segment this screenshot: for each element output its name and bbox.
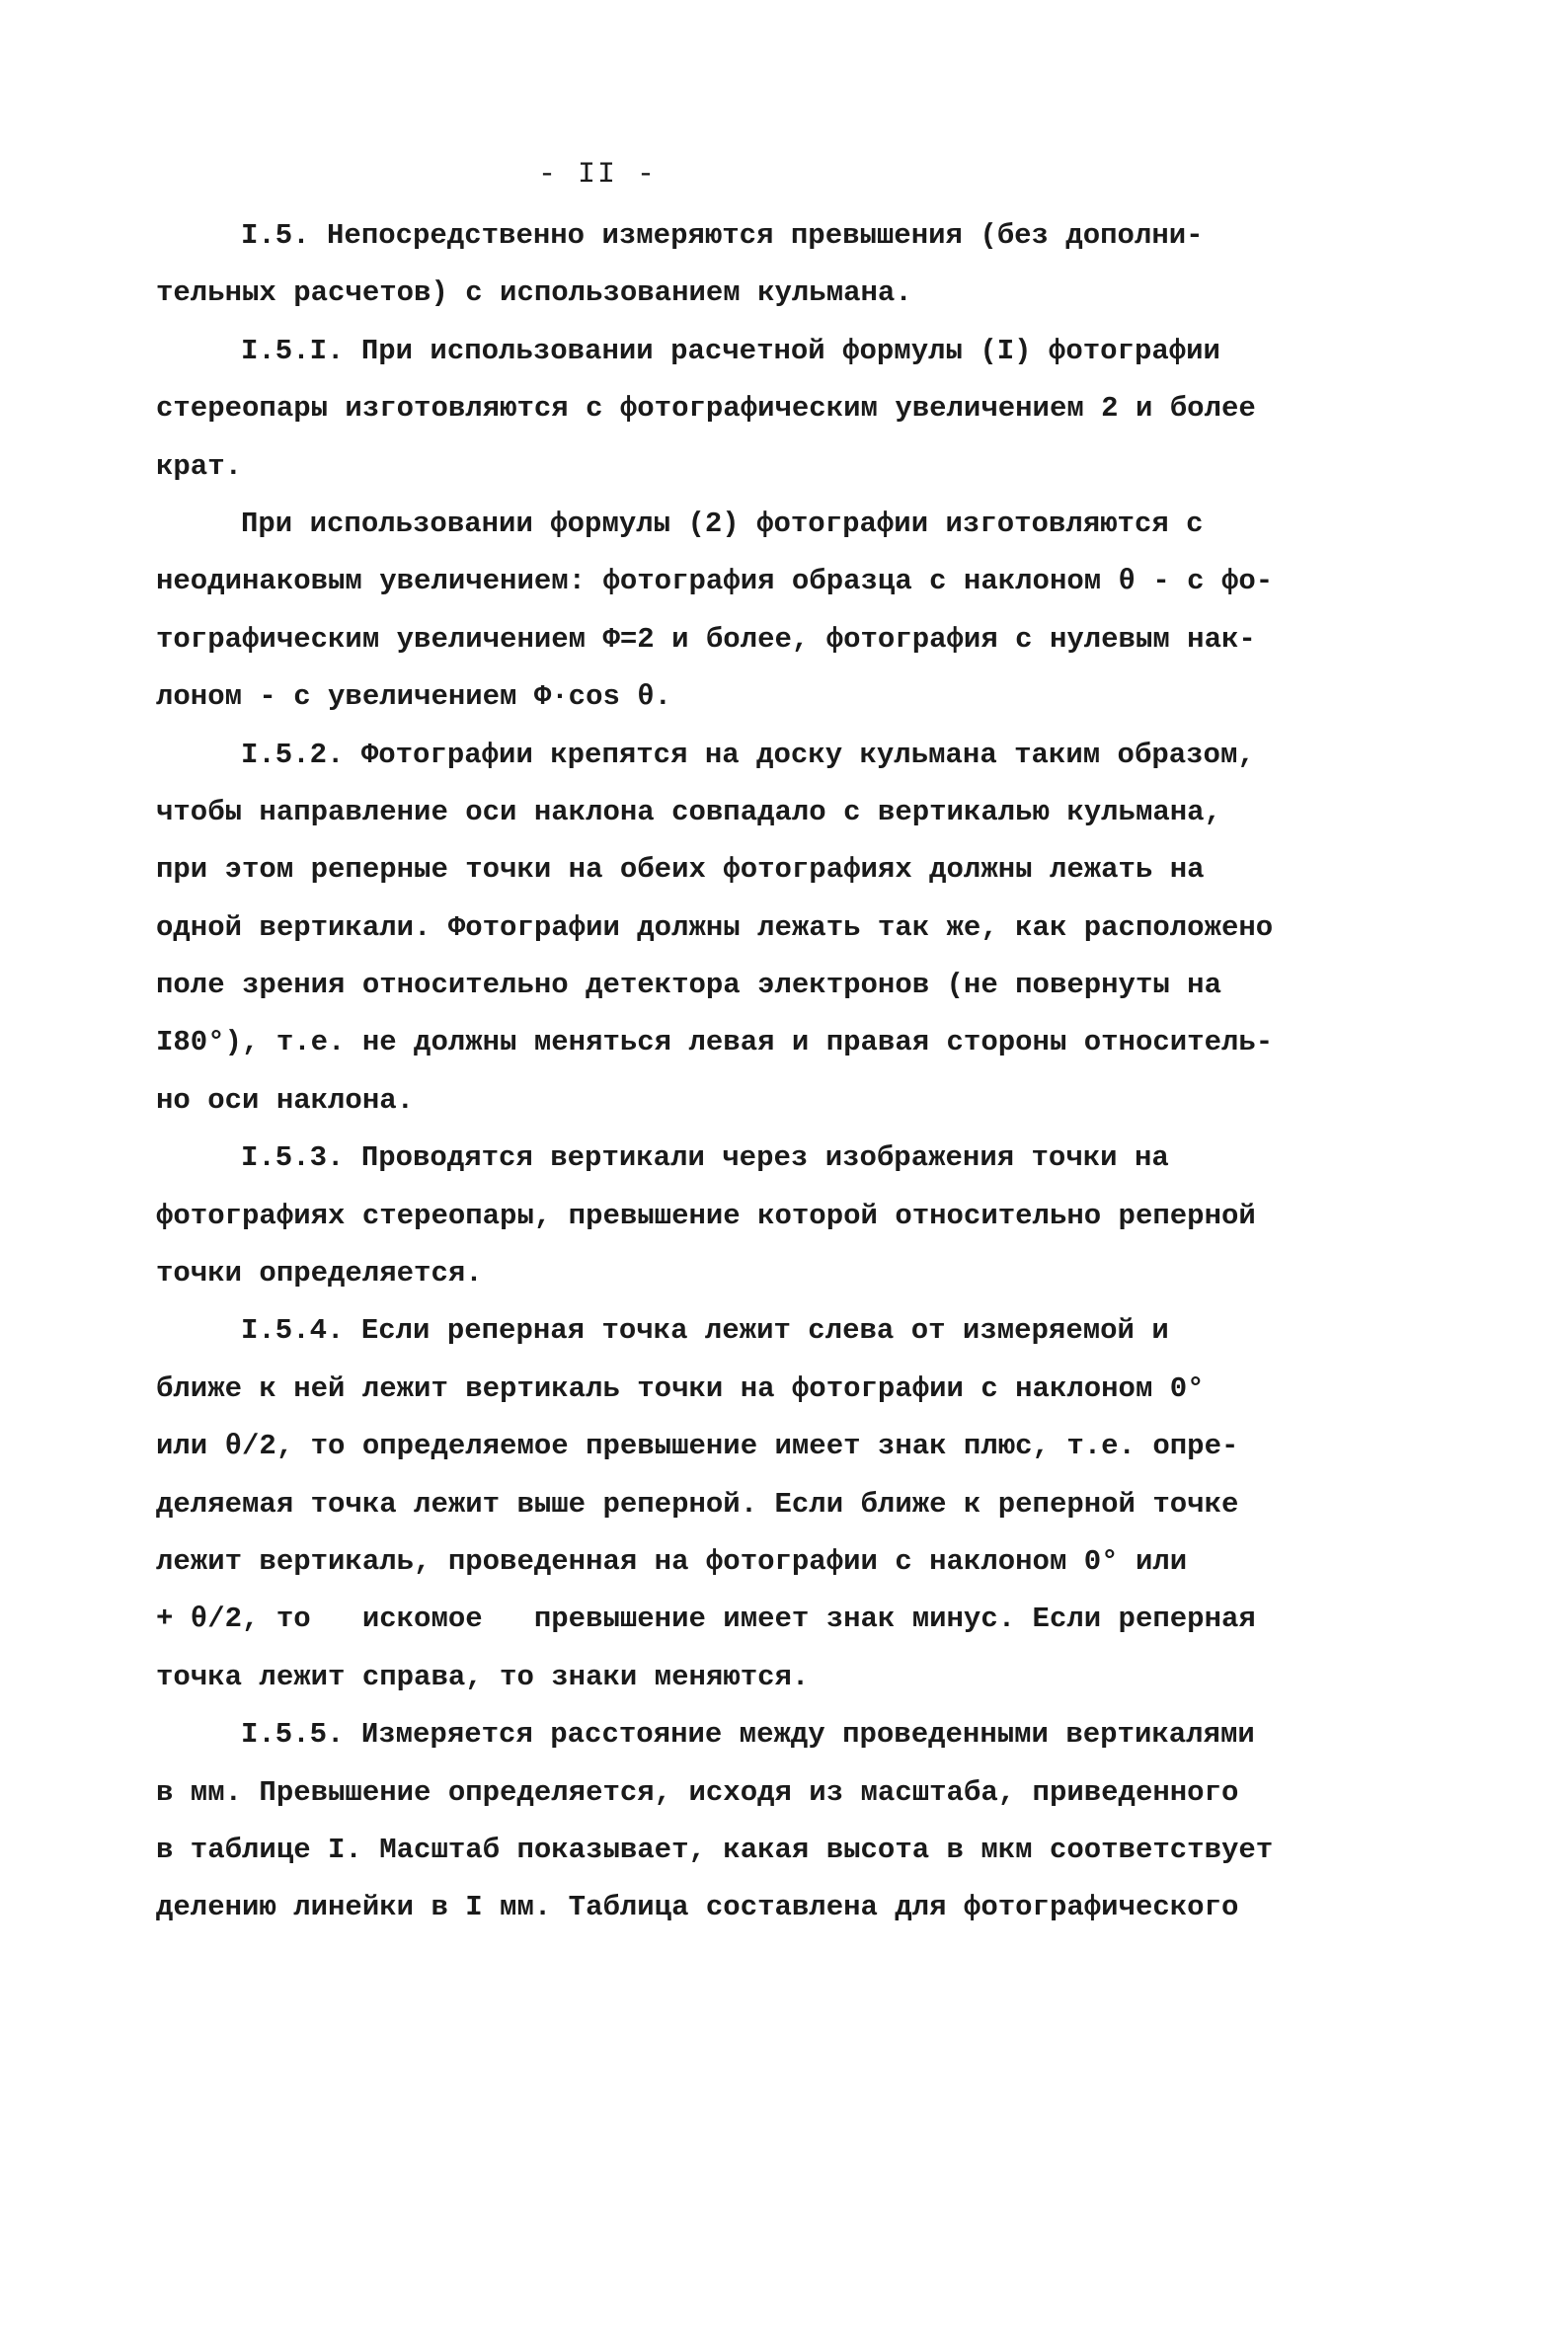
text-line: неодинаковым увеличением: фотография образца с наклоном θ - с фо-	[156, 565, 1274, 598]
body-text	[156, 207, 1311, 1937]
text-line: крат.	[156, 449, 243, 483]
text-line: одной вертикали. Фотографии должны лежать так же, как расположено	[156, 910, 1274, 944]
text-line: чтобы направление оси наклона совпадало с вертикалью кульмана,	[156, 795, 1221, 828]
text-line: делению линейки в I мм. Таблица составлена для фотографического	[156, 1891, 1239, 1924]
text-line: I.5.4. Если реперная точка лежит слева от измеряемой и	[241, 1314, 1169, 1348]
text-line: тографическим увеличением Ф=2 и более, фотография с нулевым нак-	[156, 622, 1256, 656]
text-line: При использовании формулы (2) фотографии изготовляются с	[241, 507, 1204, 540]
page-number: - II -	[537, 158, 658, 192]
text-line: I.5.I. При использовании расчетной формулы (I) фотографии	[241, 334, 1220, 367]
text-line: поле зрения относительно детектора электронов (не повернуты на	[156, 969, 1221, 1002]
text-line: стереопары изготовляются с фотографическим увеличением 2 и более	[156, 392, 1256, 426]
text-line: в мм. Превышение определяется, исходя из масштаба, приведенного	[156, 1775, 1239, 1809]
text-line: но оси наклона.	[156, 1083, 415, 1117]
text-line: тельных расчетов) с использованием кульмана.	[156, 276, 912, 310]
text-line: при этом реперные точки на обеих фотографиях должны лежать на	[156, 853, 1205, 887]
text-line: деляемая точка лежит выше реперной. Если ближе к реперной точке	[156, 1487, 1239, 1521]
text-line: I.5.3. Проводятся вертикали через изображения точки на	[241, 1141, 1169, 1175]
text-line: ближе к ней лежит вертикаль точки на фотографии с наклоном 0°	[156, 1371, 1205, 1405]
text-line: I80°), т.е. не должны меняться левая и правая стороны относитель-	[156, 1026, 1274, 1059]
text-line: точка лежит справа, то знаки меняются.	[156, 1660, 810, 1693]
text-line: лежит вертикаль, проведенная на фотографии с наклоном 0° или	[156, 1544, 1188, 1578]
text-line: в таблице I. Масштаб показывает, какая высота в мкм соответствует	[156, 1833, 1274, 1866]
text-line: или θ/2, то определяемое превышение имеет знак плюс, т.е. опре-	[156, 1430, 1239, 1463]
text-line: лоном - с увеличением Ф·cos θ.	[156, 680, 672, 714]
text-line: I.5. Непосредственно измеряются превышения (без дополни-	[241, 219, 1204, 252]
text-line: точки определяется.	[156, 1257, 483, 1291]
text-line: фотографиях стереопары, превышение которой относительно реперной	[156, 1199, 1256, 1232]
text-line: I.5.2. Фотографии крепятся на доску кульмана таким образом,	[241, 738, 1255, 771]
text-line: I.5.5. Измеряется расстояние между проведенными вертикалями	[241, 1718, 1255, 1752]
text-line: + θ/2, то искомое превышение имеет знак минус. Если реперная	[156, 1603, 1256, 1636]
